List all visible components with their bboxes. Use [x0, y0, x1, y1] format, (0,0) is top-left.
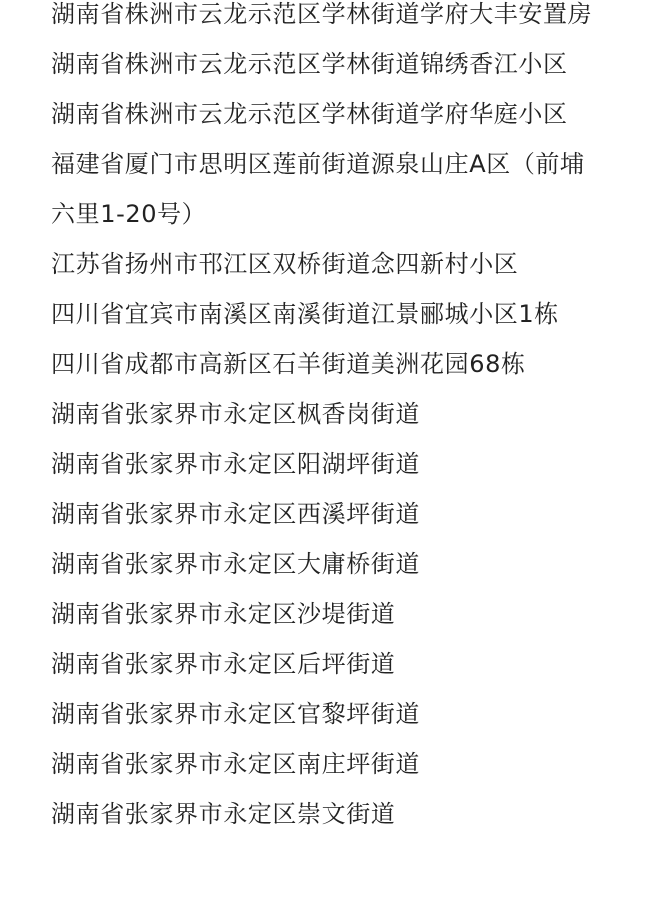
address-item: 湖南省张家界市永定区大庸桥街道 — [51, 550, 420, 578]
address-item: 湖南省株洲市云龙示范区学林街道锦绣香江小区 — [51, 50, 568, 78]
address-item: 湖南省张家界市永定区南庄坪街道 — [51, 750, 420, 778]
address-item: 湖南省张家界市永定区枫香岗街道 — [51, 400, 420, 428]
address-item: 湖南省张家界市永定区官黎坪街道 — [51, 700, 420, 728]
address-list — [51, 0, 603, 839]
address-item: 湖南省张家界市永定区沙堤街道 — [51, 600, 396, 628]
address-item: 湖南省张家界市永定区西溪坪街道 — [51, 500, 420, 528]
address-item: 江苏省扬州市邗江区双桥街道念四新村小区 — [51, 250, 519, 278]
address-item: 湖南省株洲市云龙示范区学林街道学府大丰安置房 — [51, 0, 593, 28]
address-item: 湖南省张家界市永定区阳湖坪街道 — [51, 450, 420, 478]
address-item: 湖南省张家界市永定区后坪街道 — [51, 650, 396, 678]
address-item: 四川省成都市高新区石羊街道美洲花园68栋 — [51, 350, 526, 378]
address-item: 湖南省张家界市永定区崇文街道 — [51, 800, 396, 828]
address-item: 福建省厦门市思明区莲前街道源泉山庄A区（前埔六里1-20号） — [51, 150, 585, 228]
address-item: 四川省宜宾市南溪区南溪街道江景郦城小区1栋 — [51, 300, 559, 328]
address-item: 湖南省株洲市云龙示范区学林街道学府华庭小区 — [51, 100, 568, 128]
